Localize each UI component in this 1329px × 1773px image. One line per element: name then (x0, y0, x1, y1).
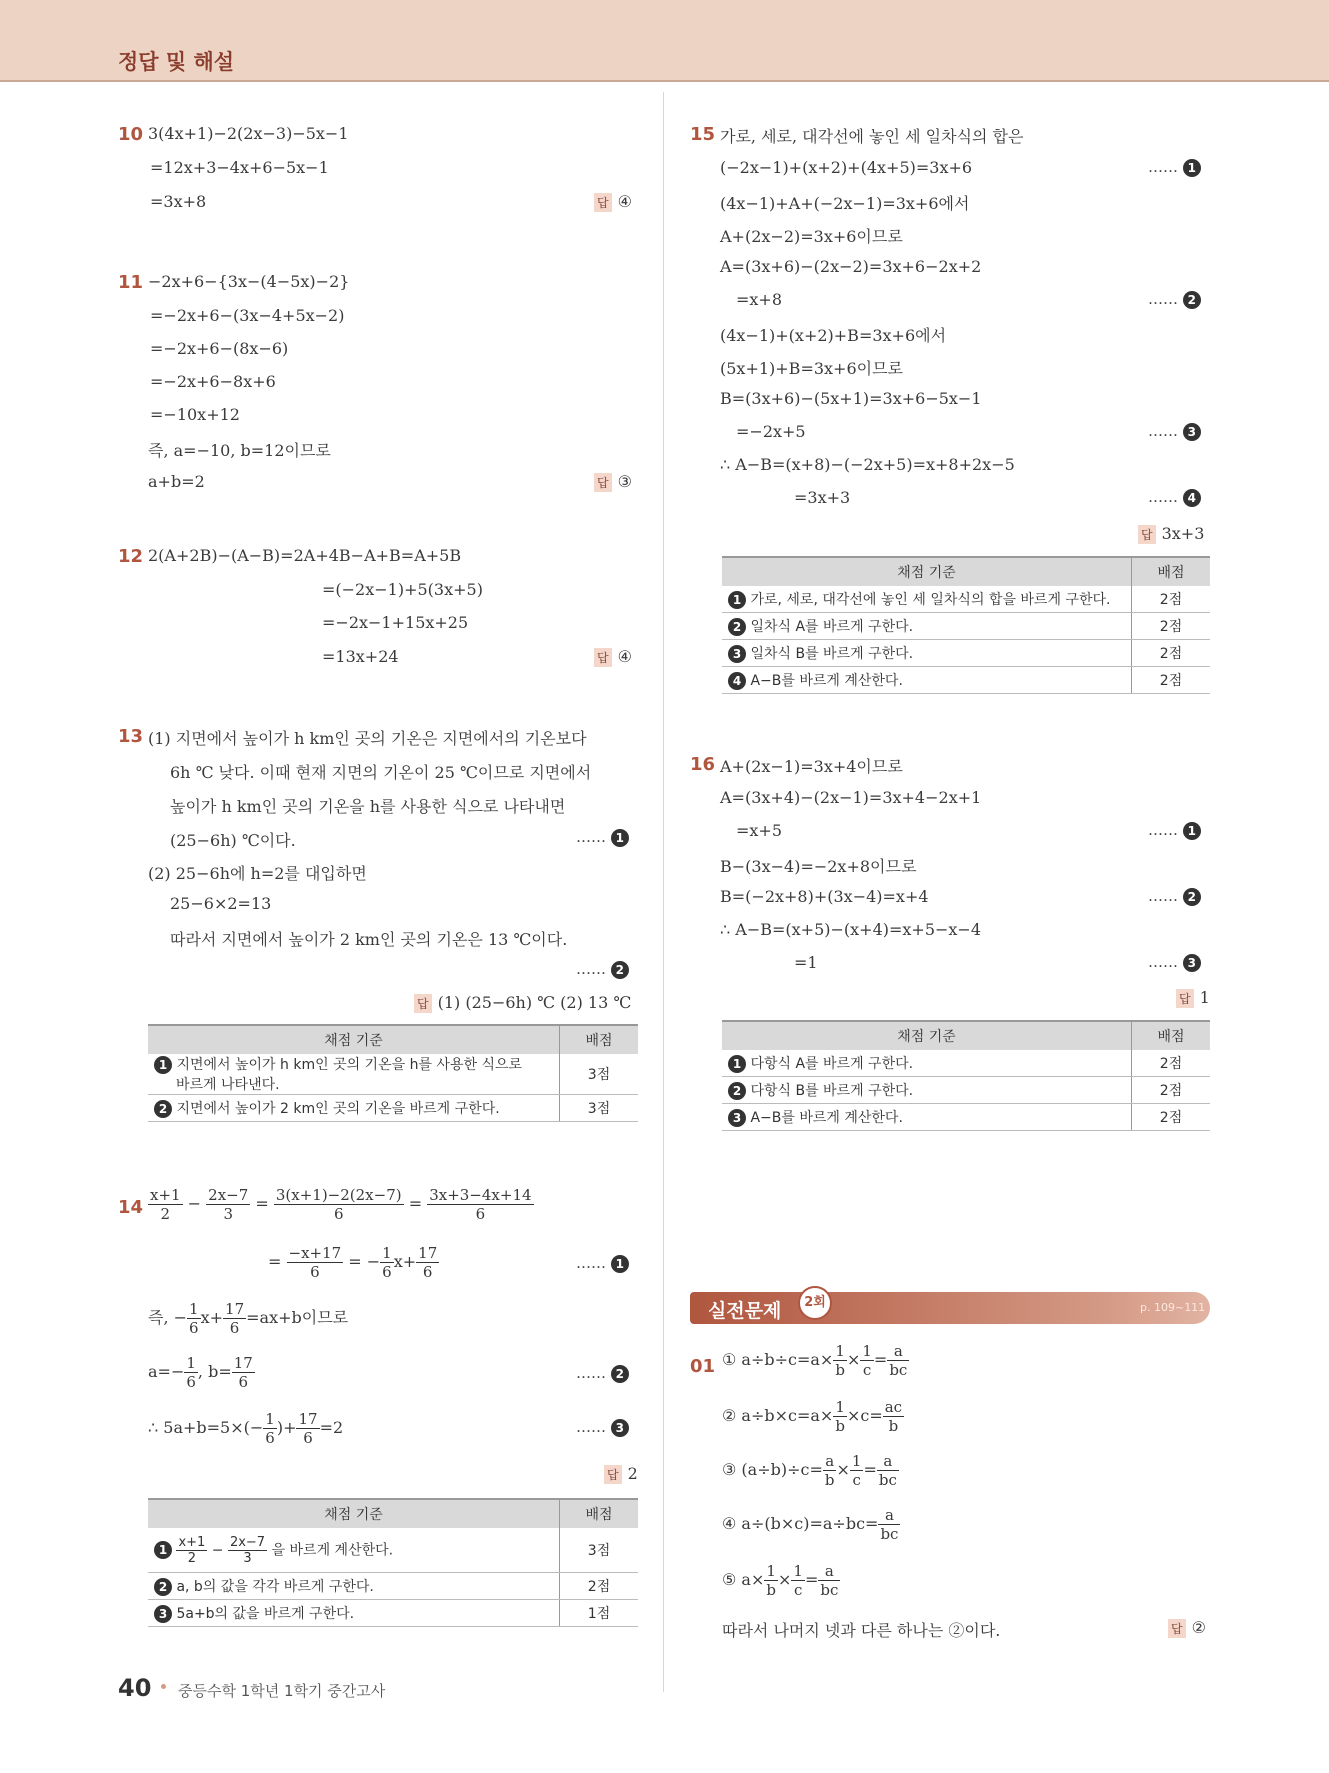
solution-line: ∴ 5a+b=5×(− $\frac{1}{6}$ )+ $\frac{17}{6}$ =2 (148, 1410, 344, 1447)
step-marker (576, 1364, 629, 1383)
solution-line: =3x+8 (150, 192, 207, 211)
choice-line: ⑤ a× $\frac{1}{b}$ × $\frac{1}{c}$ = $\frac{a}{bc}$ (722, 1562, 839, 1599)
problem-number: 11 (118, 272, 144, 293)
solution-line: =−2x+6−(3x−4+5x−2) (150, 306, 345, 325)
solution-line: =−2x+5 (736, 422, 806, 441)
criterion-text: 바르게 나타낸다. (176, 1077, 280, 1093)
criterion-text: 일차식 B를 바르게 구한다. (750, 646, 914, 662)
solution-line: =(−2x−1)+5(3x+5) (322, 580, 483, 599)
answer (594, 192, 632, 212)
solution-line: =x+5 (736, 821, 783, 840)
problem-number: 13 (118, 726, 144, 747)
criterion: 1 가로, 세로, 대각선에 놓인 세 일차식의 합을 바르게 구한다. (722, 586, 1132, 613)
footer-dot (161, 1684, 166, 1689)
criterion-text: 지면에서 높이가 2 km인 곳의 기온을 바르게 구한다. (176, 1101, 500, 1117)
points: 2점 (1132, 586, 1211, 613)
solution-line: $\frac{x+1}{2}$ − $\frac{2x-7}{3}$ = $\frac{3(x+1)-2(2x-7)}{6}$ = $\frac{3x+3-4x+14}{6}$ (150, 1186, 532, 1223)
step-dots: …… (576, 960, 606, 978)
choice-line: ② a÷b×c=a× $\frac{1}{b}$ ×c= $\frac{ac}{b}$ (722, 1398, 903, 1435)
grading-table (148, 1024, 638, 1122)
points: 2점 (1132, 613, 1211, 640)
points: 2점 (1132, 640, 1211, 667)
solution-line: =12x+3−4x+6−5x−1 (150, 158, 329, 177)
step-badge: 3 (611, 1419, 629, 1437)
step-dots: …… (576, 1364, 606, 1382)
step-badge: 2 (1183, 291, 1201, 309)
step-badge: 3 (1183, 954, 1201, 972)
solution-line: (5x+1)+B=3x+6이므로 (720, 359, 904, 378)
solution-line: 따라서 지면에서 높이가 2 km인 곳의 기온은 13 ℃이다. (170, 930, 568, 949)
step-dots: …… (1148, 821, 1178, 839)
answer (594, 472, 632, 492)
criterion: 2 지면에서 높이가 2 km인 곳의 기온을 바르게 구한다. (148, 1095, 560, 1122)
criterion: 3 5a+b의 값을 바르게 구한다. (148, 1600, 560, 1627)
step-marker (1148, 821, 1201, 840)
criterion-text: 다항식 B를 바르게 구한다. (750, 1083, 914, 1099)
solution-line: A=(3x+4)−(2x−1)=3x+4−2x+1 (720, 788, 982, 807)
answer (594, 647, 632, 667)
answer-value: ④ (617, 192, 632, 211)
points: 2점 (1132, 1050, 1211, 1077)
choice-line: ① a÷b÷c=a× $\frac{1}{b}$ × $\frac{1}{c}$ = $\frac{a}{bc}$ (722, 1342, 908, 1379)
step-dots: …… (1148, 953, 1178, 971)
fraction: $\frac{-x+17}{6}$ (288, 1244, 342, 1281)
answer-label: 답 (604, 1465, 622, 1484)
criterion: 2 a, b의 값을 각각 바르게 구한다. (148, 1573, 560, 1600)
criterion: 1 지면에서 높이가 h km인 곳의 기온을 h를 사용한 식으로 바르게 나타낸다. (148, 1054, 560, 1095)
points: 2점 (1132, 667, 1211, 694)
step-dots: …… (576, 1418, 606, 1436)
problem-number: 15 (690, 124, 716, 145)
criterion-text: A−B를 바르게 계산한다. (750, 1110, 903, 1126)
step-dots: …… (576, 1254, 606, 1272)
step-dots: …… (576, 828, 606, 846)
answer-label: 답 (1168, 1619, 1186, 1638)
solution-line: 따라서 나머지 넷과 다른 하나는 ②이다. (722, 1621, 1001, 1640)
criterion-text: 가로, 세로, 대각선에 놓인 세 일차식의 합을 바르게 구한다. (750, 592, 1111, 608)
points: 1점 (560, 1600, 639, 1627)
step-badge: 2 (1183, 888, 1201, 906)
solution-line: (−2x−1)+(x+2)+(4x+5)=3x+6 (720, 158, 973, 177)
step-marker (1148, 488, 1201, 507)
solution-line: 2(A+2B)−(A−B)=2A+4B−A+B=A+5B (148, 546, 462, 565)
criterion-text: 일차식 A를 바르게 구한다. (750, 619, 914, 635)
solution-line: a=− $\frac{1}{6}$ , b= $\frac{17}{6}$ (148, 1354, 253, 1391)
answer-value: (1) (25−6h) ℃ (2) 13 ℃ (437, 993, 632, 1012)
table-header: 배점 (560, 1025, 639, 1054)
step-badge: 1 (1183, 159, 1201, 177)
section-page-ref: p. 109~111 (1140, 1301, 1206, 1314)
section-round-badge: 2회 (798, 1286, 832, 1320)
criterion: 1 다항식 A를 바르게 구한다. (722, 1050, 1132, 1077)
step-badge: 1 (611, 829, 629, 847)
step-dots: …… (1148, 422, 1178, 440)
step-dots: …… (1148, 488, 1178, 506)
column-divider (663, 92, 664, 1692)
criterion-text: 을 바르게 계산한다. (271, 1542, 394, 1558)
step-badge: 4 (1183, 489, 1201, 507)
step-dots: …… (1148, 158, 1178, 176)
problem-number: 16 (690, 754, 716, 775)
answer-value: ③ (617, 472, 632, 491)
step-dots: …… (1148, 290, 1178, 308)
step-marker (1148, 422, 1201, 441)
problem-number: 14 (118, 1197, 144, 1218)
answer-label: 답 (414, 994, 432, 1013)
criterion-text: a, b의 값을 각각 바르게 구한다. (176, 1579, 374, 1595)
criterion: 1 $\frac{x+1}{2}$ − $\frac{2x-7}{3}$ 을 바르게 계산한다. (148, 1528, 560, 1573)
solution-line: (1) 지면에서 높이가 h km인 곳의 기온은 지면에서의 기온보다 (148, 729, 587, 748)
answer-label: 답 (594, 473, 612, 492)
problem-number: 01 (690, 1356, 716, 1377)
answer-value: 1 (1199, 988, 1210, 1007)
solution-line: =1 (794, 953, 818, 972)
grading-table (148, 1498, 638, 1627)
solution-line: −2x+6−{3x−(4−5x)−2} (148, 272, 350, 291)
points: 2점 (1132, 1104, 1211, 1131)
fraction: $\frac{2x-7}{3}$ (208, 1186, 249, 1223)
solution-line: = $\frac{-x+17}{6}$ = − $\frac{1}{6}$ x+ $\frac{17}{6}$ (268, 1244, 438, 1281)
step-badge: 3 (1183, 423, 1201, 441)
solution-line: 6h ℃ 낮다. 이때 현재 지면의 기온이 25 ℃이므로 지면에서 (170, 763, 592, 782)
solution-line: 즉, a=−10, b=12이므로 (148, 441, 331, 460)
solution-line: (4x−1)+(x+2)+B=3x+6에서 (720, 326, 947, 345)
step-marker (576, 828, 629, 847)
solution-line: B=(3x+6)−(5x+1)=3x+6−5x−1 (720, 389, 982, 408)
grading-table (722, 556, 1210, 694)
answer-label: 답 (1138, 525, 1156, 544)
table-header: 배점 (560, 1499, 639, 1528)
solution-line: 가로, 세로, 대각선에 놓인 세 일차식의 합은 (720, 127, 1024, 146)
answer-value: 2 (627, 1464, 638, 1483)
criterion-text: A−B를 바르게 계산한다. (750, 673, 903, 689)
solution-line: =−2x−1+15x+25 (322, 613, 469, 632)
step-badge: 1 (611, 1255, 629, 1273)
solution-line: 3(4x+1)−2(2x−3)−5x−1 (148, 124, 349, 143)
solution-line: A=(3x+6)−(2x−2)=3x+6−2x+2 (720, 257, 982, 276)
choice-line: ③ (a÷b)÷c= $\frac{a}{b}$ × $\frac{1}{c}$ = $\frac{a}{bc}$ (722, 1452, 897, 1489)
solution-line: (4x−1)+A+(−2x−1)=3x+6에서 (720, 194, 970, 213)
solution-line: =3x+3 (794, 488, 851, 507)
answer-value: ④ (617, 647, 632, 666)
solution-line: A+(2x−2)=3x+6이므로 (720, 227, 903, 246)
step-badge: 2 (611, 1365, 629, 1383)
page-title: 정답 및 해설 (118, 50, 235, 74)
solution-line: ∴ A−B=(x+8)−(−2x+5)=x+8+2x−5 (720, 455, 1015, 474)
step-marker (576, 1418, 629, 1437)
solution-line: ∴ A−B=(x+5)−(x+4)=x+5−x−4 (720, 920, 982, 939)
table-header: 배점 (1132, 1021, 1211, 1050)
step-badge: 2 (611, 961, 629, 979)
criterion: 4 A−B를 바르게 계산한다. (722, 667, 1132, 694)
step-badge: 1 (1183, 822, 1201, 840)
answer (1176, 988, 1210, 1008)
step-marker (576, 1254, 629, 1273)
table-header: 채점 기준 (722, 557, 1132, 586)
solution-line: =−2x+6−8x+6 (150, 372, 276, 391)
criterion-text: 다항식 A를 바르게 구한다. (750, 1056, 914, 1072)
grading-table (722, 1020, 1210, 1131)
answer-label: 답 (594, 193, 612, 212)
fraction: $\frac{17}{6}$ (418, 1244, 438, 1281)
points: 2점 (560, 1573, 639, 1600)
step-marker (1148, 158, 1201, 177)
points: 3점 (560, 1528, 639, 1573)
fraction: $\frac{1}{6}$ (382, 1244, 392, 1281)
solution-line: a+b=2 (148, 472, 205, 491)
solution-line: A+(2x−1)=3x+4이므로 (720, 757, 903, 776)
choice-line: ④ a÷(b×c)=a÷bc= $\frac{a}{bc}$ (722, 1506, 899, 1543)
solution-line: (25−6h) ℃이다. (170, 831, 296, 850)
criterion-text: 5a+b의 값을 바르게 구한다. (176, 1606, 355, 1622)
step-marker (1148, 290, 1201, 309)
step-marker (1148, 887, 1201, 906)
solution-line: =−2x+6−(8x−6) (150, 339, 289, 358)
table-header: 배점 (1132, 557, 1211, 586)
criterion: 3 A−B를 바르게 계산한다. (722, 1104, 1132, 1131)
criterion: 3 일차식 B를 바르게 구한다. (722, 640, 1132, 667)
problem-number: 10 (118, 124, 144, 145)
step-dots: …… (1148, 887, 1178, 905)
table-header: 채점 기준 (722, 1021, 1132, 1050)
header-rule (0, 80, 1329, 82)
answer-label: 답 (594, 648, 612, 667)
solution-line: B=(−2x+8)+(3x−4)=x+4 (720, 887, 929, 906)
criterion-text: 지면에서 높이가 h km인 곳의 기온을 h를 사용한 식으로 (176, 1057, 523, 1073)
page-number: 40 (118, 1674, 152, 1702)
solution-line: 즉, − $\frac{1}{6}$ x+ $\frac{17}{6}$ =ax+b이므로 (148, 1300, 349, 1337)
answer (414, 993, 631, 1013)
points: 2점 (1132, 1077, 1211, 1104)
problem-number: 12 (118, 546, 144, 567)
solution-line: =13x+24 (322, 647, 399, 666)
answer-value: ② (1191, 1618, 1206, 1637)
solution-line: B−(3x−4)=−2x+8이므로 (720, 857, 917, 876)
table-header: 채점 기준 (148, 1499, 560, 1528)
answer (1168, 1618, 1206, 1638)
solution-line: =−10x+12 (150, 405, 240, 424)
answer-label: 답 (1176, 989, 1194, 1008)
step-marker (576, 960, 629, 979)
table-header: 채점 기준 (148, 1025, 560, 1054)
answer (604, 1464, 638, 1484)
answer-value: 3x+3 (1161, 524, 1205, 543)
fraction: $\frac{x+1}{2}$ (150, 1186, 181, 1223)
solution-line: =x+8 (736, 290, 783, 309)
points: 3점 (560, 1054, 639, 1095)
answer (1138, 524, 1204, 544)
footer-title: 중등수학 1학년 1학기 중간고사 (178, 1682, 386, 1700)
fraction: $\frac{3(x+1)-2(2x-7)}{6}$ (275, 1186, 402, 1223)
section-title: 실전문제 (708, 1300, 782, 1322)
step-marker (1148, 953, 1201, 972)
points: 3점 (560, 1095, 639, 1122)
solution-line: 높이가 h km인 곳의 기온을 h를 사용한 식으로 나타내면 (170, 797, 566, 816)
criterion: 2 다항식 B를 바르게 구한다. (722, 1077, 1132, 1104)
fraction: $\frac{3x+3-4x+14}{6}$ (429, 1186, 532, 1223)
solution-line: 25−6×2=13 (170, 894, 272, 913)
criterion: 2 일차식 A를 바르게 구한다. (722, 613, 1132, 640)
solution-line: (2) 25−6h에 h=2를 대입하면 (148, 864, 367, 883)
